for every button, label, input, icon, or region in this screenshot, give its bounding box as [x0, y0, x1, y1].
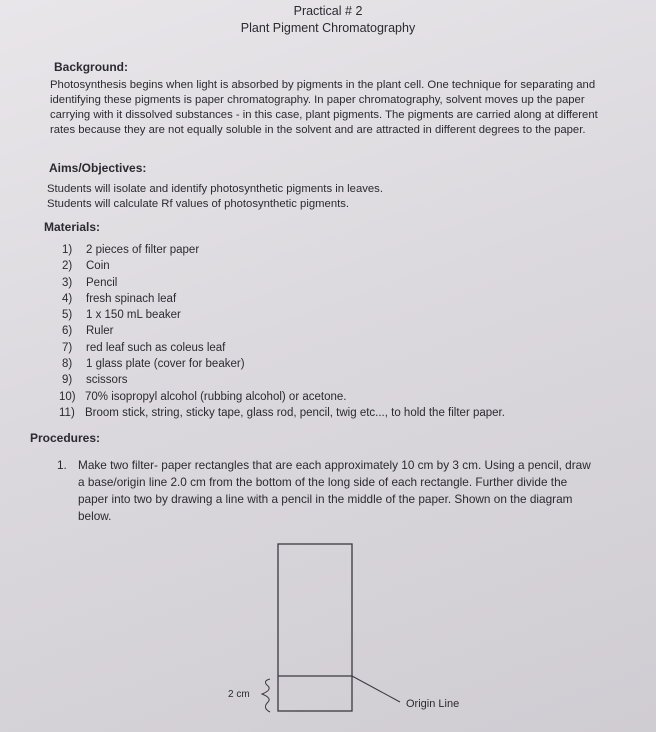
procedure-step-number: 1. [57, 458, 67, 472]
filter-paper-rectangle [278, 544, 352, 711]
materials-heading: Materials: [44, 220, 101, 234]
procedures-heading: Procedures: [30, 431, 101, 445]
list-item: 4) fresh spinach leaf [62, 292, 177, 305]
origin-line-label: Origin Line [406, 698, 460, 710]
list-item: 2) Coin [62, 260, 110, 273]
list-item: 1) 2 pieces of filter paper [62, 244, 200, 256]
list-item: 3) Pencil [62, 276, 118, 289]
aims-heading: Aims/Objectives: [49, 161, 147, 175]
list-item: 6) Ruler [62, 325, 114, 338]
list-item: 9) scissors [62, 374, 128, 387]
page-title: Plant Pigment Chromatography [240, 21, 416, 35]
dimension-label: 2 cm [228, 689, 250, 700]
list-item: 8) 1 glass plate (cover for beaker) [62, 358, 245, 371]
list-item: 7) red leaf such as coleus leaf [62, 341, 226, 354]
aim-line-2: Students will calculate Rf values of photosynthetic pigments. [47, 198, 350, 210]
list-item: 11) Broom stick, string, sticky tape, glass rod, pencil, twig etc..., to hold the filter paper. [59, 406, 505, 419]
brace-icon [262, 679, 270, 712]
procedure-step-1: Make two filter- paper rectangles that are each approximately 10 cm by 3 cm. Using a pencil, draw a base/origin line 2.0 cm from the bottom of the long side of each rectangle. Further divide the paper into two by drawing a line with a pencil in the middle of the paper. Shown on the diagram below. [78, 458, 591, 523]
background-heading: Background: [54, 60, 129, 74]
list-item: 10) 70% isopropyl alcohol (rubbing alcohol) or acetone. [59, 390, 347, 403]
background-paragraph: Photosynthesis begins when light is absorbed by pigments in the plant cell. One technique for separating and identifying these pigments is paper chromatography. In paper chromatography, solvent moves up the paper carrying with it dissolved substances - in this case, plant pigments. The pigments are carried along at different rates because they are not equally soluble in the solvent and are attracted in different degrees to the paper. [50, 79, 598, 136]
list-item: 5) 1 x 150 mL beaker [62, 309, 181, 322]
origin-pointer-line [352, 676, 400, 702]
aim-line-1: Students will isolate and identify photosynthetic pigments in leaves. [47, 183, 383, 195]
practical-number: Practical # 2 [293, 4, 363, 18]
